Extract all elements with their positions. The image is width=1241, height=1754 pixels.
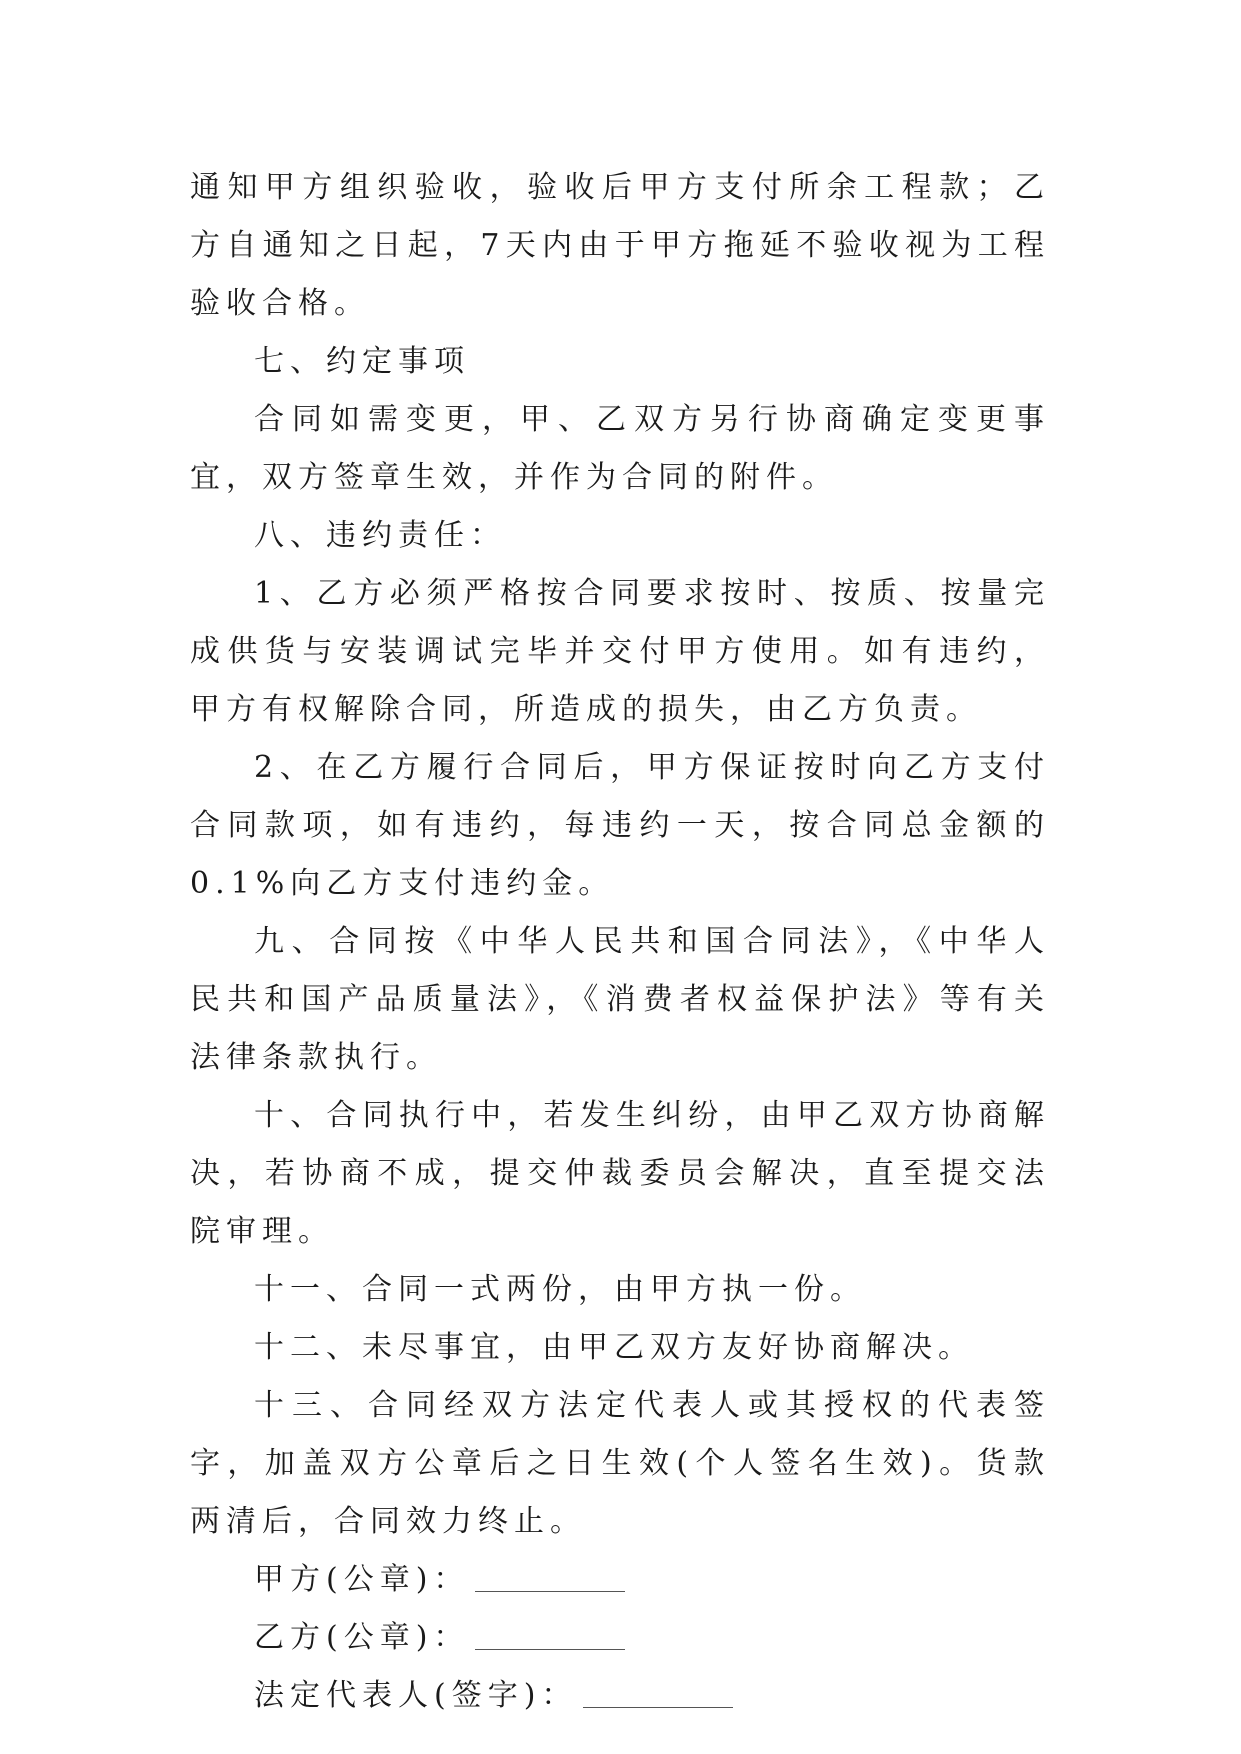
heading-breach-liability: 八、违约责任： — [254, 518, 506, 553]
paragraph-breach-party-b: 1、乙方必须严格按合同要求按时、按质、按量完成供货与安装调试完毕并交付甲方使用。如有违约，甲方有权解除合同，所造成的损失，由乙方负责。 — [190, 576, 1050, 727]
signature-party-a — [190, 1551, 1050, 1609]
signature-legal-rep-label: 法定代表人(签字)： — [254, 1678, 578, 1713]
heading-agreed-matters: 七、约定事项 — [254, 344, 470, 379]
contract-body — [190, 159, 1050, 1725]
paragraph-dispute-resolution: 十、合同执行中，若发生纠纷，由甲乙双方协商解决，若协商不成，提交仲裁委员会解决，直至提交法院审理。 — [190, 1098, 1050, 1249]
signature-party-a-label: 甲方(公章)： — [254, 1562, 470, 1597]
signature-party-b-blank[interactable] — [475, 1609, 625, 1650]
signature-party-b-label: 乙方(公章)： — [254, 1620, 470, 1655]
signature-party-b — [190, 1609, 1050, 1667]
paragraph-applicable-law: 九、合同按《中华人民共和国合同法》，《中华人民共和国产品质量法》，《消费者权益保护法》等有关法律条款执行。 — [190, 924, 1050, 1075]
paragraph-copies: 十一、合同一式两份，由甲方执一份。 — [254, 1272, 866, 1307]
signature-legal-rep — [190, 1667, 1050, 1725]
paragraph-breach-party-a: 2、在乙方履行合同后，甲方保证按时向乙方支付合同款项，如有违约，每违约一天，按合同总金额的0.1%向乙方支付违约金。 — [190, 750, 1050, 901]
paragraph-unresolved-matters: 十二、未尽事宜，由甲乙双方友好协商解决。 — [254, 1330, 974, 1365]
signature-legal-rep-blank[interactable] — [583, 1667, 733, 1708]
paragraph-effectiveness: 十三、合同经双方法定代表人或其授权的代表签字，加盖双方公章后之日生效(个人签名生效)。货款两清后，合同效力终止。 — [190, 1388, 1050, 1539]
signature-party-a-blank[interactable] — [475, 1551, 625, 1592]
paragraph-acceptance: 通知甲方组织验收，验收后甲方支付所余工程款；乙方自通知之日起，7天内由于甲方拖延不验收视为工程验收合格。 — [190, 170, 1050, 321]
paragraph-contract-changes: 合同如需变更，甲、乙双方另行协商确定变更事宜，双方签章生效，并作为合同的附件。 — [190, 402, 1050, 495]
